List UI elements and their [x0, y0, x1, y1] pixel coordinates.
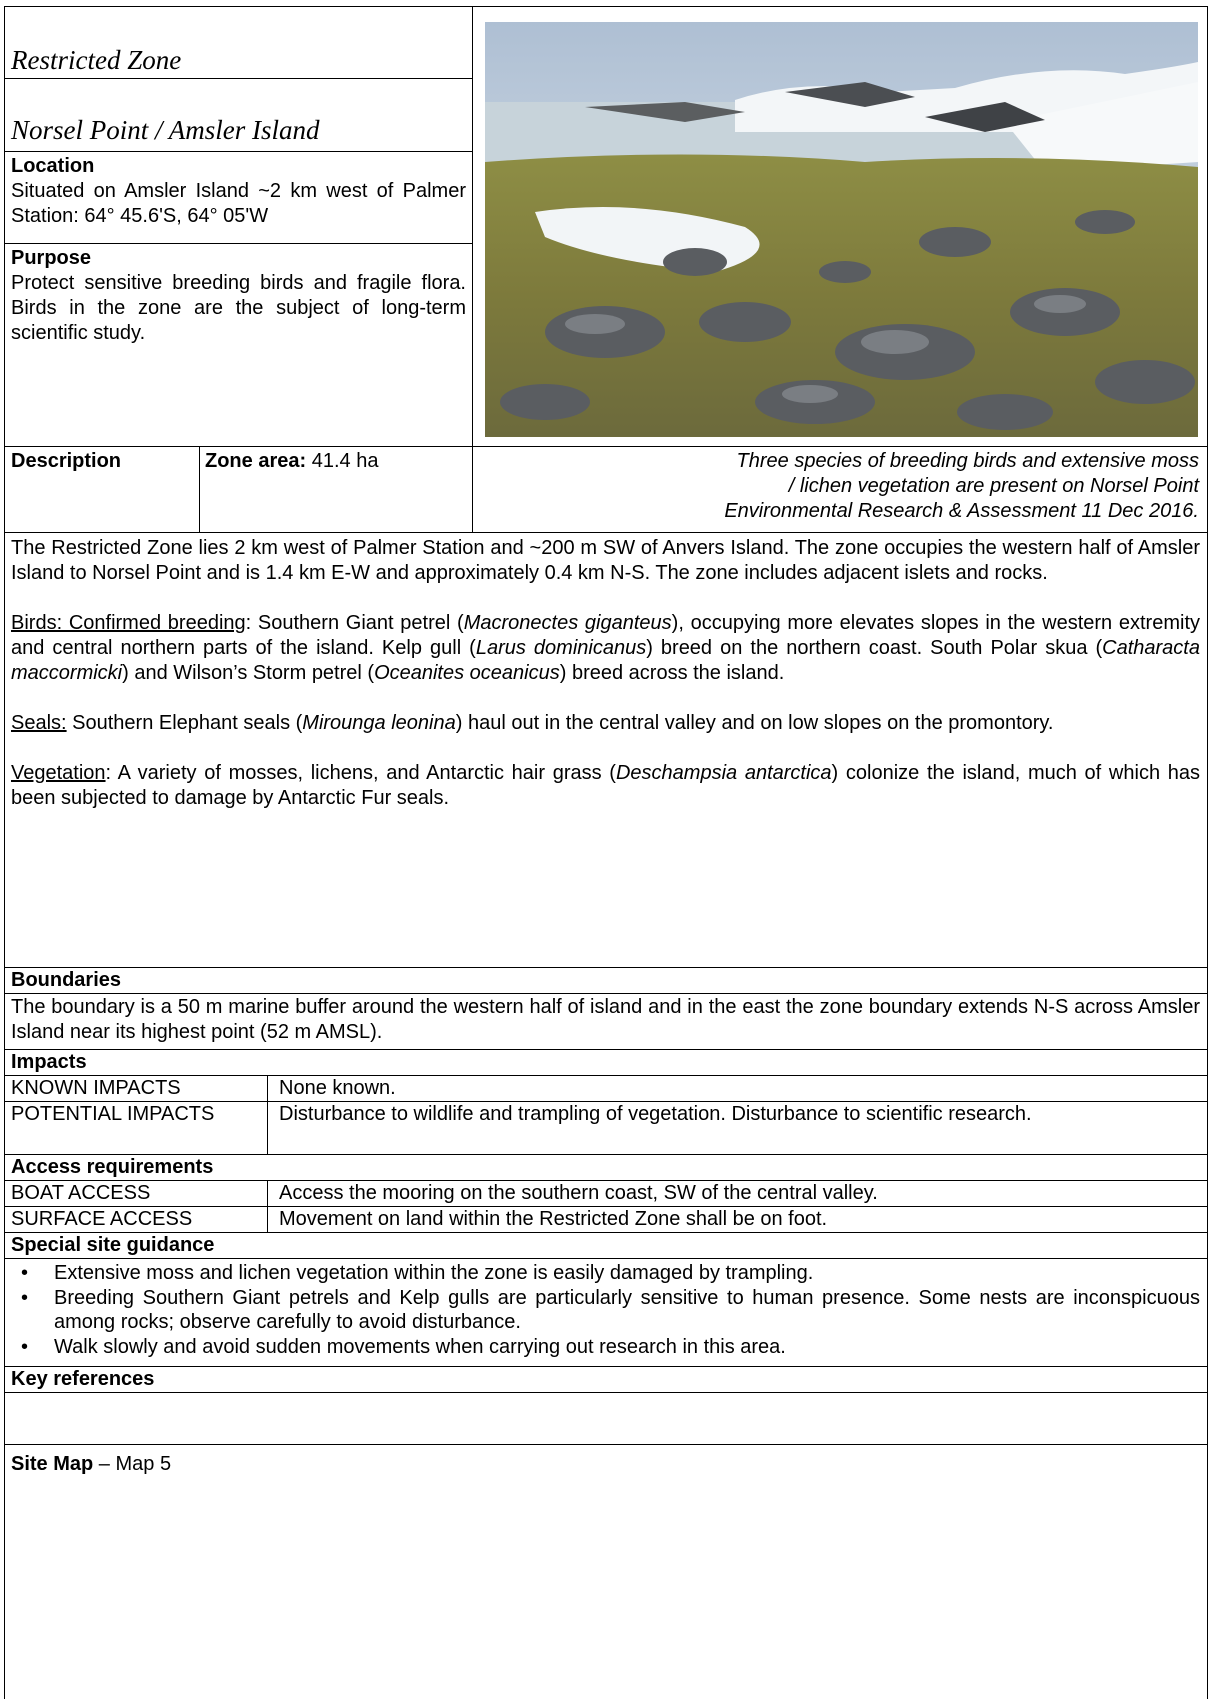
known-impacts-label: KNOWN IMPACTS [11, 1077, 181, 1099]
potential-impacts-label: POTENTIAL IMPACTS [11, 1103, 215, 1125]
boundaries-heading-row [5, 967, 1207, 994]
references-heading: Key references [11, 1368, 155, 1390]
guidance-item: • Extensive moss and lichen vegetation within the zone is easily damaged by trampling. [11, 1261, 1200, 1285]
description-header-row [5, 446, 1207, 533]
species-name: Deschampsia antarctica [615, 762, 832, 784]
known-impacts-value: None known. [279, 1077, 396, 1099]
references-text [5, 1393, 1206, 1395]
boundaries-text: The boundary is a 50 m marine buffer around the western half of island and in the east the zone boundary extends N-S across Amsler Island near its highest point (52 m AMSL). [11, 996, 1200, 1043]
impacts-heading: Impacts [11, 1051, 87, 1073]
photo-caption [472, 447, 1205, 524]
guidance-heading: Special site guidance [11, 1234, 215, 1256]
boat-access-value: Access the mooring on the southern coast, SW of the central valley. [279, 1182, 878, 1204]
zone-name-title: Norsel Point / Amsler Island [11, 115, 320, 145]
known-impacts-row [5, 1075, 1207, 1102]
location-heading: Location [11, 155, 95, 177]
guidance-item: • Walk slowly and avoid sudden movements when carrying out research in this area. [11, 1335, 1200, 1359]
species-name: Catharacta maccormicki [11, 637, 1200, 684]
potential-impacts-value: Disturbance to wildlife and trampling of vegetation. Disturbance to scientific research. [279, 1103, 1032, 1125]
site-map-caption [5, 1445, 1206, 1477]
boundaries-text-row [5, 993, 1207, 1050]
description-body [5, 532, 1207, 968]
site-map-text: – Map 5 [93, 1453, 172, 1475]
purpose-section [5, 244, 472, 444]
zone-area-value: 41.4 ha [311, 450, 379, 472]
description-intro: The Restricted Zone lies 2 km west of Palmer Station and ~200 m SW of Anvers Island. The zone occupies the western half of Amsler Island to Norsel Point and is 1.4 km E-W and approximately 0.4 km N-S. The zone includes adjacent islets and rocks. [11, 537, 1200, 584]
vegetation-label: Vegetation [11, 762, 106, 784]
norsel-point-photo [485, 22, 1198, 437]
surface-access-value: Movement on land within the Restricted Zone shall be on foot. [279, 1208, 828, 1230]
purpose-heading: Purpose [11, 247, 92, 269]
surface-access-row [5, 1206, 1207, 1233]
impacts-heading-row [5, 1049, 1207, 1076]
access-heading: Access requirements [11, 1156, 214, 1178]
boat-access-row [5, 1180, 1207, 1207]
potential-impacts-row [5, 1101, 1207, 1155]
boundaries-heading: Boundaries [11, 969, 122, 991]
references-body-row [5, 1392, 1207, 1445]
photo-caption-line-3: Environmental Research & Assessment 11 Dec 2016. [724, 500, 1199, 522]
site-map-label: Site Map [11, 1453, 94, 1475]
location-section [5, 152, 472, 244]
site-guide-document [4, 6, 1208, 1699]
guidance-list [11, 1261, 1200, 1359]
photo-caption-line-2: / lichen vegetation are present on Norsel Point [788, 475, 1199, 497]
seals-label: Seals: [11, 712, 67, 734]
species-name: Oceanites oceanicus [374, 662, 560, 684]
references-heading-row [5, 1366, 1207, 1393]
description-birds: Birds: Confirmed breeding: Southern Giant petrel (Macronectes giganteus), occupying more elevates slopes in the western extremity and central northern parts of the island. Kelp gull (Larus dominicanus) breed on the northern coast. South Polar skua (Catharacta maccormicki) and Wilson’s Storm petrel (Oceanites oceanicus) breed across the island. [11, 612, 1200, 684]
birds-label: Birds: Confirmed breeding [11, 612, 246, 634]
zone-area [199, 447, 472, 474]
zone-area-label: Zone area: [205, 450, 307, 472]
access-heading-row [5, 1154, 1207, 1181]
boat-access-label: BOAT ACCESS [11, 1182, 151, 1204]
guidance-list-row [5, 1258, 1207, 1367]
description-heading: Description [11, 450, 122, 472]
purpose-text: Protect sensitive breeding birds and fragile flora. Birds in the zone are the subject of long-term scientific study. [11, 272, 466, 344]
description-seals: Seals: Southern Elephant seals (Mirounga leonina) haul out in the central valley and on low slopes on the promontory. [11, 712, 1054, 734]
photo-caption-line-1: Three species of breeding birds and extensive moss [736, 450, 1199, 472]
species-name: Macronectes giganteus [463, 612, 672, 634]
guidance-heading-row [5, 1232, 1207, 1259]
location-text: Situated on Amsler Island ~2 km west of Palmer Station: 64° 45.6'S, 64° 05'W [11, 180, 466, 227]
species-name: Mirounga leonina [302, 712, 456, 734]
species-name: Larus dominicanus [475, 637, 647, 659]
header-block [5, 6, 1207, 447]
site-map-row [5, 1444, 1207, 1700]
zone-type-title: Restricted Zone [11, 45, 182, 75]
description-vegetation: Vegetation: A variety of mosses, lichens, and Antarctic hair grass (Deschampsia antarctica) colonize the island, much of which has been subjected to damage by Antarctic Fur seals. [11, 762, 1200, 809]
surface-access-label: SURFACE ACCESS [11, 1208, 193, 1230]
guidance-item: • Breeding Southern Giant petrels and Kelp gulls are particularly sensitive to human presence. Some nests are inconspicuous among rocks; observe carefully to avoid disturbance. [11, 1286, 1200, 1334]
